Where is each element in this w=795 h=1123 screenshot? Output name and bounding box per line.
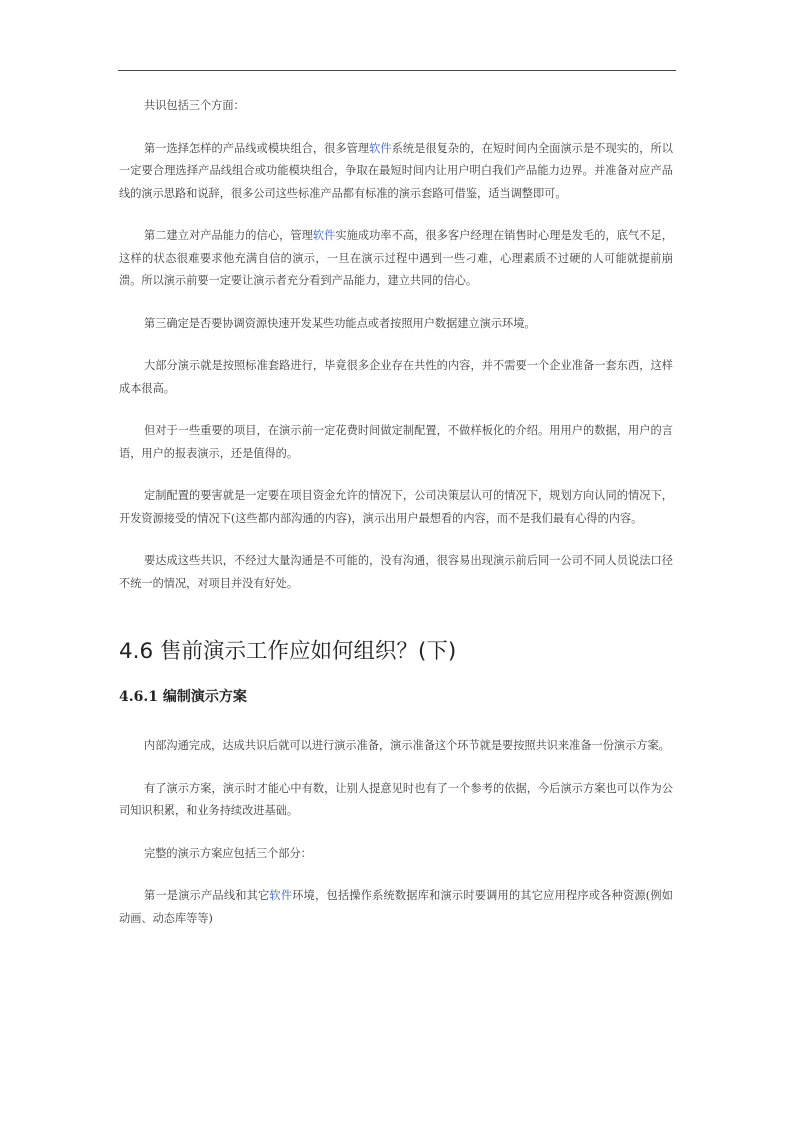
header-rule xyxy=(118,70,676,71)
paragraph-text: 实施成功率不高，很多客户经理在销售时心理是发毛的，底气不足，这样的状态很难要求他充满自信的演示，一旦在演示过程中遇到一些刁难，心理素质不过硬的人可能就提前崩溃。所以演示前要一定要让演示者充分看到产品能力，建立共同的信心。 xyxy=(119,229,673,287)
paragraph xyxy=(119,885,673,930)
section-heading: 4.6 售前演示工作应如何组织？(下) xyxy=(119,639,457,664)
software-link[interactable]: 软件 xyxy=(312,229,336,242)
software-link[interactable]: 软件 xyxy=(369,141,392,155)
paragraph-text: 第一选择怎样的产品线或模块组合，很多管理 xyxy=(144,141,370,155)
paragraph: 但对于一些重要的项目，在演示前一定花费时间做定制配置，不做样板化的介绍。用用户的数据，用户的言语，用户的报表演示，还是值得的。 xyxy=(119,424,673,460)
paragraph-text: 第二建立对产品能力的信心，管理 xyxy=(144,229,313,242)
paragraph xyxy=(119,225,673,293)
paragraph: 完整的演示方案应包括三个部分： xyxy=(144,846,312,860)
subsection-heading: 4.6.1 编制演示方案 xyxy=(119,689,247,705)
paragraph: 大部分演示就是按照标准套路进行，毕竟很多企业存在共性的内容，并不需要一个企业准备一套东西，这样成本很高。 xyxy=(119,359,673,395)
paragraph: 定制配置的要害就是一定要在项目资金允许的情况下，公司决策层认可的情况下，规划方向认同的情况下，开发资源接受的情况下(这些都内部沟通的内容)，演示出用户最想看的内容，而不是我们最有心得的内容。 xyxy=(119,489,673,525)
paragraph-text: 环境，包括操作系统数据库和演示时要调用的其它应用程序或各种资源(例如动画、动态库等等) xyxy=(119,889,673,925)
document-body xyxy=(119,95,673,957)
paragraph: 内部沟通完成，达成共识后就可以进行演示准备，演示准备这个环节就是要按照共识来准备一份演示方案。 xyxy=(144,739,670,752)
paragraph: 共识包括三个方面： xyxy=(144,99,245,112)
paragraph: 要达成这些共识，不经过大量沟通是不可能的，没有沟通，很容易出现演示前后同一公司不同人员说法口径不统一的情况，对项目并没有好处。 xyxy=(119,554,673,590)
paragraph: 有了演示方案，演示时才能心中有数，让别人提意见时也有了一个参考的依据，今后演示方案也可以作为公司知识积累，和业务持续改进基础。 xyxy=(119,781,673,817)
paragraph xyxy=(119,138,673,206)
paragraph: 第三确定是否要协调资源快速开发某些功能点或者按照用户数据建立演示环境。 xyxy=(144,316,536,330)
paragraph-text: 系统是很复杂的，在短时间内全面演示是不现实的，所以一定要合理选择产品线组合或功能模块组合，争取在最短时间内让用户明白我们产品能力边界。并准备对应产品线的演示思路和说辞，很多公司这些标准产品都有标准的演示套路可借鉴，适当调整即可。 xyxy=(119,141,673,200)
software-link[interactable]: 软件 xyxy=(269,889,293,902)
paragraph-text: 第一是演示产品线和其它 xyxy=(144,889,270,902)
